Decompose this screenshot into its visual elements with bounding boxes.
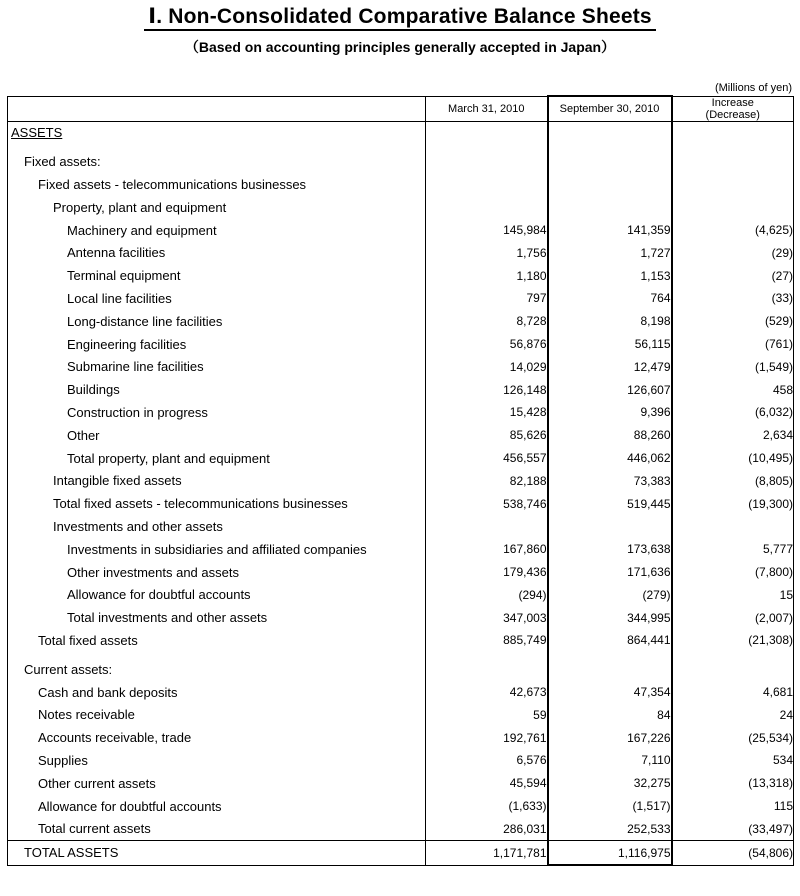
row-label: Engineering facilities xyxy=(67,336,187,352)
table-row xyxy=(8,492,794,515)
cell-march: (294) xyxy=(426,583,548,606)
units-note: (Millions of yen) xyxy=(714,82,792,94)
row-label: Local line facilities xyxy=(67,290,172,306)
cell-march: 179,436 xyxy=(426,561,548,584)
section-row xyxy=(8,150,794,173)
table-row xyxy=(8,469,794,492)
cell-change: (761) xyxy=(764,337,793,352)
table-row xyxy=(8,333,794,356)
cell-sept: 1,153 xyxy=(548,264,672,287)
cell-change: (33) xyxy=(771,291,793,306)
cell-march: 14,029 xyxy=(426,355,548,378)
cell-change: 458 xyxy=(772,382,793,397)
cell-march: 1,171,781 xyxy=(426,841,548,865)
section-fixed-tel: Fixed assets - telecommunications businesses xyxy=(38,176,307,192)
cell-sept: 141,359 xyxy=(548,219,672,242)
cell-sept: 47,354 xyxy=(548,681,672,704)
cell-sept: 7,110 xyxy=(548,749,672,772)
table-row xyxy=(8,703,794,726)
cell-sept: 171,636 xyxy=(548,561,672,584)
cell-change: (2,007) xyxy=(754,610,793,625)
cell-sept: 1,727 xyxy=(548,241,672,264)
cell-march: 456,557 xyxy=(426,447,548,470)
row-label: Total fixed assets - telecommunications businesses xyxy=(53,496,348,512)
label-column-header xyxy=(8,96,426,121)
cell-march: 126,148 xyxy=(426,378,548,401)
cell-change: (6,032) xyxy=(754,405,793,420)
table-header-row xyxy=(8,96,794,121)
row-label: Investments in subsidiaries and affiliated companies xyxy=(67,541,367,557)
row-label: Long-distance line facilities xyxy=(67,313,223,329)
section-current-assets: Current assets: xyxy=(24,661,113,677)
row-label: Notes receivable xyxy=(38,707,135,723)
cell-sept: (1,517) xyxy=(548,795,672,818)
table-row xyxy=(8,447,794,470)
table-row xyxy=(8,583,794,606)
row-label: Other xyxy=(67,427,100,443)
cell-change: (10,495) xyxy=(748,451,793,466)
table-row xyxy=(8,681,794,704)
cell-change: (4,625) xyxy=(754,223,793,238)
section-row xyxy=(8,515,794,538)
row-label: Cash and bank deposits xyxy=(38,684,178,700)
row-label: Terminal equipment xyxy=(67,268,181,284)
cell-march: 42,673 xyxy=(426,681,548,704)
cell-sept: 446,062 xyxy=(548,447,672,470)
section-assets: ASSETS xyxy=(11,125,63,141)
cell-change: 15 xyxy=(779,587,793,602)
row-label: Total property, plant and equipment xyxy=(67,450,270,466)
cell-march: 167,860 xyxy=(426,538,548,561)
row-label: Total fixed assets xyxy=(38,632,138,648)
cell-change: (7,800) xyxy=(754,565,793,580)
table-row xyxy=(8,772,794,795)
table-row xyxy=(8,817,794,840)
total-assets-row xyxy=(8,841,794,865)
table-row xyxy=(8,538,794,561)
cell-march: 82,188 xyxy=(426,469,548,492)
cell-sept: 8,198 xyxy=(548,310,672,333)
cell-change: (529) xyxy=(764,314,793,329)
table-row xyxy=(8,561,794,584)
table-row xyxy=(8,749,794,772)
table-row xyxy=(8,726,794,749)
table-row xyxy=(8,629,794,652)
cell-sept: 173,638 xyxy=(548,538,672,561)
cell-sept: 9,396 xyxy=(548,401,672,424)
row-label: Total investments and other assets xyxy=(67,610,268,626)
cell-change: 534 xyxy=(772,753,793,768)
section-row xyxy=(8,196,794,219)
row-label: Accounts receivable, trade xyxy=(38,730,192,746)
cell-sept: 1,116,975 xyxy=(548,841,672,865)
cell-sept: 519,445 xyxy=(548,492,672,515)
cell-march: 56,876 xyxy=(426,333,548,356)
table-row xyxy=(8,401,794,424)
table-row xyxy=(8,424,794,447)
row-label: Antenna facilities xyxy=(67,245,166,261)
cell-sept: 88,260 xyxy=(548,424,672,447)
table-row xyxy=(8,606,794,629)
cell-sept: 73,383 xyxy=(548,469,672,492)
cell-march: 538,746 xyxy=(426,492,548,515)
cell-change: (27) xyxy=(771,268,793,283)
cell-change: (21,308) xyxy=(748,633,793,648)
cell-change: 2,634 xyxy=(762,428,793,443)
section-row xyxy=(8,173,794,196)
cell-change: 115 xyxy=(773,799,793,813)
cell-sept: 32,275 xyxy=(548,772,672,795)
row-label: Other investments and assets xyxy=(67,564,239,580)
cell-sept: 344,995 xyxy=(548,606,672,629)
row-label: Other current assets xyxy=(38,775,156,791)
table-row xyxy=(8,310,794,333)
cell-march: 286,031 xyxy=(426,817,548,840)
cell-change: (8,805) xyxy=(754,473,793,488)
cell-march: 59 xyxy=(426,703,548,726)
cell-change: (13,318) xyxy=(748,776,793,791)
cell-march: 145,984 xyxy=(426,219,548,242)
cell-change: (25,534) xyxy=(748,730,793,745)
cell-change: 24 xyxy=(779,707,793,722)
row-label: Buildings xyxy=(67,382,120,398)
cell-change: (54,806) xyxy=(672,841,794,865)
cell-march: 85,626 xyxy=(426,424,548,447)
cell-change: (1,549) xyxy=(754,359,793,374)
section-ppe: Property, plant and equipment xyxy=(53,199,227,215)
row-label: Allowance for doubtful accounts xyxy=(38,798,222,814)
cell-change: (19,300) xyxy=(748,496,793,511)
col-change-header-line2: (Decrease) xyxy=(705,108,760,121)
col-march-2010-header: March 31, 2010 xyxy=(426,96,548,121)
col-sept-2010-header: September 30, 2010 xyxy=(548,96,672,121)
cell-change: 4,681 xyxy=(762,685,793,700)
row-label: Intangible fixed assets xyxy=(53,473,182,489)
cell-sept: 84 xyxy=(548,703,672,726)
cell-march: 885,749 xyxy=(426,629,548,652)
cell-march: 347,003 xyxy=(426,606,548,629)
cell-march: 1,180 xyxy=(426,264,548,287)
row-label: Construction in progress xyxy=(67,404,208,420)
section-row xyxy=(8,121,794,144)
row-label: Supplies xyxy=(38,752,88,768)
cell-sept: 864,441 xyxy=(548,629,672,652)
cell-march: 15,428 xyxy=(426,401,548,424)
col-change-header-line1: Increase xyxy=(711,96,754,109)
cell-sept: 252,533 xyxy=(548,817,672,840)
table-row xyxy=(8,378,794,401)
cell-change: (33,497) xyxy=(748,821,793,836)
table-row xyxy=(8,355,794,378)
table-row xyxy=(8,219,794,242)
cell-march: 1,756 xyxy=(426,241,548,264)
cell-sept: 56,115 xyxy=(548,333,672,356)
row-label: Total current assets xyxy=(38,821,151,837)
cell-sept: 12,479 xyxy=(548,355,672,378)
cell-march: 6,576 xyxy=(426,749,548,772)
cell-change: 5,777 xyxy=(762,542,793,557)
cell-sept: 126,607 xyxy=(548,378,672,401)
cell-march: 797 xyxy=(426,287,548,310)
cell-change: (29) xyxy=(771,245,793,260)
section-investments: Investments and other assets xyxy=(53,518,223,534)
col-change-header xyxy=(672,96,794,121)
cell-sept: 167,226 xyxy=(548,726,672,749)
cell-march: (1,633) xyxy=(426,795,548,818)
row-label: Allowance for doubtful accounts xyxy=(67,587,251,603)
cell-sept: 764 xyxy=(548,287,672,310)
section-fixed-assets: Fixed assets: xyxy=(24,154,101,170)
balance-sheet-table xyxy=(7,95,794,866)
table-row xyxy=(8,287,794,310)
cell-sept: (279) xyxy=(548,583,672,606)
row-label: Machinery and equipment xyxy=(67,222,217,238)
page-title: Ⅰ. Non-Consolidated Comparative Balance Sheets xyxy=(0,4,800,29)
cell-march: 45,594 xyxy=(426,772,548,795)
row-label: Submarine line facilities xyxy=(67,359,204,375)
cell-march: 192,761 xyxy=(426,726,548,749)
table-row xyxy=(8,795,794,818)
page-subtitle: （Based on accounting principles generally accepted in Japan） xyxy=(184,39,616,55)
table-row xyxy=(8,241,794,264)
row-label: TOTAL ASSETS xyxy=(8,841,426,865)
section-row xyxy=(8,658,794,681)
table-row xyxy=(8,264,794,287)
cell-march: 8,728 xyxy=(426,310,548,333)
